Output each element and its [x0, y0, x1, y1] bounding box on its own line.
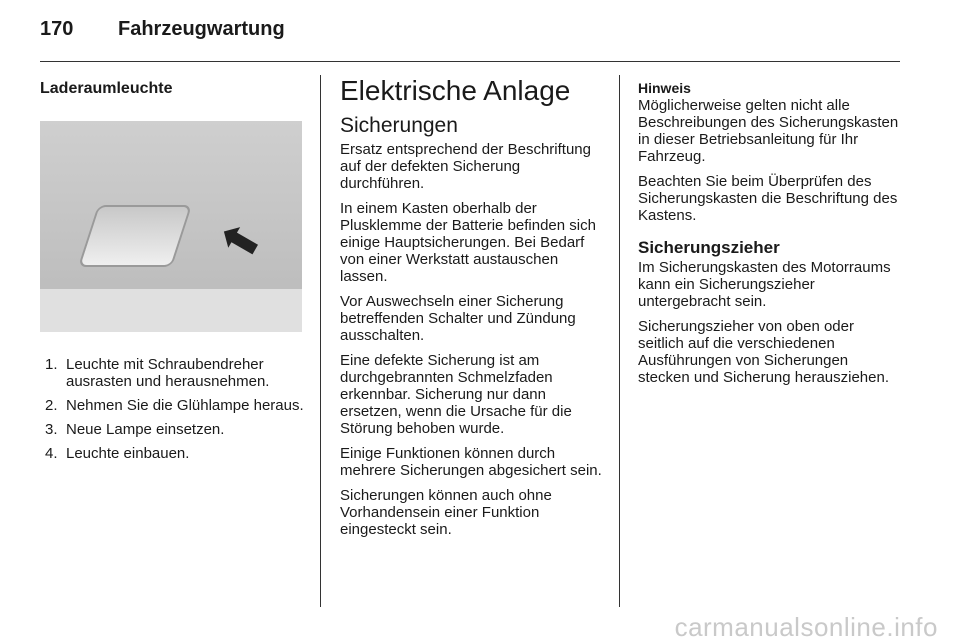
- sub-heading: Sicherungszieher: [638, 238, 780, 257]
- list-item: 3. Neue Lampe einsetzen.: [45, 421, 225, 438]
- page-number: 170: [40, 18, 74, 40]
- right-column: [638, 80, 900, 394]
- watermark: carmanualsonline.info: [674, 612, 938, 642]
- paragraph: Sicherungszieher von oben oder seitlich auf die verschiedenen Ausführungen von Sicherungen stecken und Sicherung herausziehen.: [638, 318, 890, 386]
- left-column: [40, 80, 305, 469]
- cargo-light-photo: [40, 121, 302, 332]
- paragraph: Vor Auswechseln einer Sicherung betreffenden Schalter und Zündung ausschalten.: [340, 293, 576, 344]
- list-item: 4. Leuchte einbauen.: [45, 445, 190, 462]
- header-rule: [40, 61, 900, 62]
- paragraph: Ersatz entsprechend der Beschriftung auf der defekten Sicherung durchführen.: [340, 141, 591, 192]
- paragraph: In einem Kasten oberhalb der Plusklemme der Batterie befinden sich einige Hauptsicherungen. Bei Bedarf von einer Werkstatt austauschen lassen.: [340, 200, 596, 285]
- arrow-icon: ⬅: [209, 207, 272, 274]
- paragraph: Sicherungen können auch ohne Vorhandensein einer Funktion eingesteckt sein.: [340, 487, 552, 538]
- note-paragraph: Beachten Sie beim Überprüfen des Sicherungskasten die Beschriftung des Kastens.: [638, 173, 898, 224]
- page-header: [40, 18, 285, 41]
- lamp-shape: [78, 205, 192, 267]
- middle-column: [340, 76, 602, 546]
- column-divider-2: [619, 75, 620, 607]
- steps-list: [40, 356, 305, 462]
- paragraph: Im Sicherungskasten des Motorraums kann ein Sicherungszieher untergebracht sein.: [638, 259, 891, 310]
- paragraph: Einige Funktionen können durch mehrere Sicherungen abgesichert sein.: [340, 445, 602, 479]
- trim-band: [40, 289, 302, 332]
- list-item: 1. Leuchte mit Schraubendreher ausrasten und herausnehmen.: [45, 356, 270, 390]
- list-item: 2. Nehmen Sie die Glühlampe heraus.: [45, 397, 304, 414]
- note-label: Hinweis: [638, 80, 691, 96]
- main-heading: Elektrische Anlage: [340, 75, 571, 106]
- sub-heading: Sicherungen: [340, 114, 458, 137]
- column-divider-1: [320, 75, 321, 607]
- chapter-title: Fahrzeugwartung: [118, 18, 285, 40]
- paragraph: Eine defekte Sicherung ist am durchgebrannten Schmelzfaden erkennbar. Sicherung nur dann ersetzen, wenn die Ursache für die Störung behoben wurde.: [340, 352, 572, 437]
- note-paragraph: Möglicherweise gelten nicht alle Beschreibungen des Sicherungskasten in dieser Betriebsanleitung für Ihr Fahrzeug.: [638, 97, 899, 165]
- section-title: Laderaumleuchte: [40, 80, 173, 97]
